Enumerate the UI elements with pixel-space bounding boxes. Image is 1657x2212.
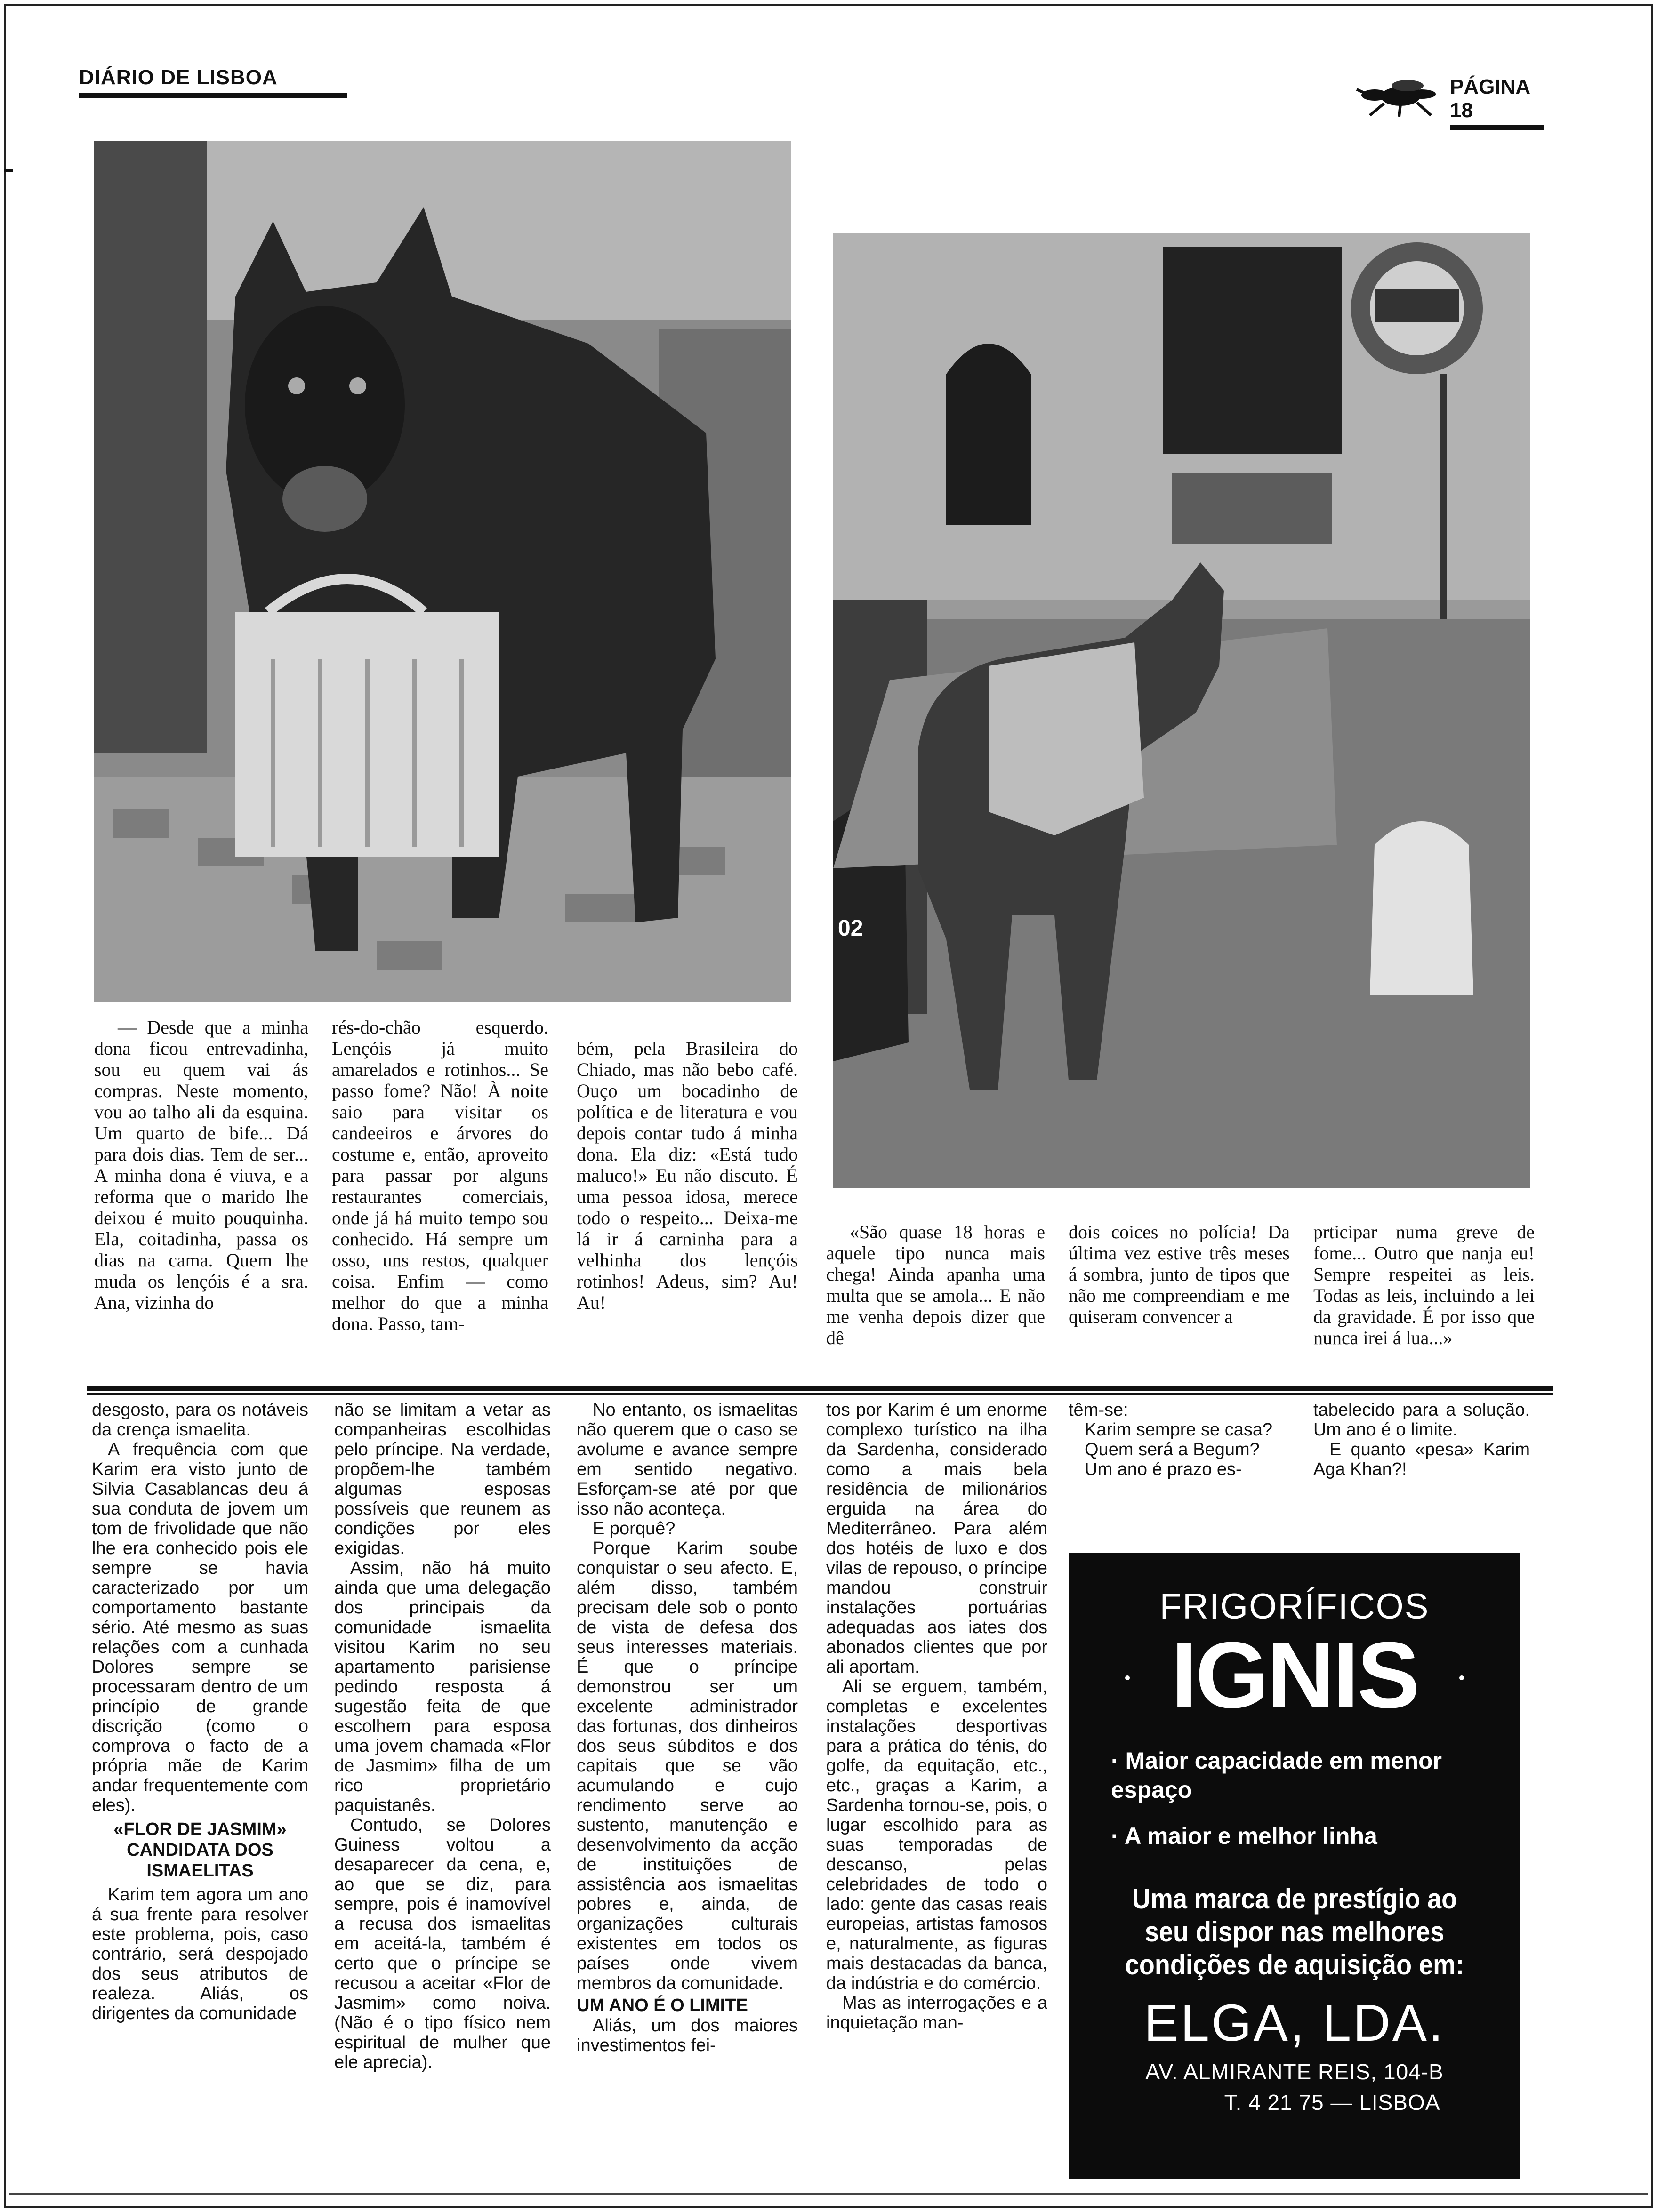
subheading-um-ano: UM ANO É O LIMITE xyxy=(577,1996,748,2015)
section-divider-thin xyxy=(87,1393,1553,1395)
ad-dot xyxy=(1459,1675,1464,1680)
article-para: Ali se erguem, também, completas e excelentes instalações desportivas para a prática do ténis, do golfe, da equitação, etc., etc., graças a Karim, a Sardenha tornou-se, pois, o lugar escolhido para as suas temporadas de descanso, pelas celebridades de todo o lado: gente das casas reais europeias, artistas famosos e, naturalmente, as figuras mais destacadas da banca, da indústria e do comércio. xyxy=(826,1677,1047,1993)
ad-company-name: ELGA, LDA. xyxy=(1144,1994,1445,2052)
upper-column-6 xyxy=(1313,1221,1535,1348)
article-para: E quanto «pesa» Karim Aga Khan?! xyxy=(1313,1440,1530,1479)
lower-column-6 xyxy=(1313,1400,1530,1479)
article-para: Um ano é prazo es- xyxy=(1085,1459,1242,1479)
donkey-text-1: «São quase 18 horas e aquele tipo nunca mais chega! Ainda apanha uma multa que se amola... E não me venha depois dizer que dê xyxy=(826,1221,1045,1348)
subheading-flor-de-jasmim: «FLOR DE JASMIM» CANDIDATA DOS ISMAELITAS xyxy=(113,1819,287,1881)
ad-bullet-2: · A maior e melhor linha xyxy=(1111,1823,1377,1849)
article-para: não se limitam a vetar as companheiras escolhidas pelo príncipe. Na verdade, propõem-lhe também algumas esposas possíveis que reunem as condições por eles exigidas. xyxy=(334,1400,551,1558)
lower-column-2 xyxy=(334,1400,551,2072)
photo-dog-with-basket xyxy=(94,141,791,1002)
article-para: A frequência com que Karim era visto junto de Silvia Casablancas deu á sua conduta de jovem um tom de frivolidade que não lhe era conhecido pois ele sempre se havia caracterizado por um comportamento bastante sério. Até mesmo as suas relações com a cunhada Dolores sempre se processaram dentro de um princípio de grande discrição (como o comprova o facto de a própria mãe de Karim andar frequentemente com eles). xyxy=(92,1440,308,1815)
article-para: tos por Karim é um enorme complexo turístico na ilha da Sardenha, considerado como a mais bela residência de milionários erguida na área do Mediterrâneo. Para além dos hotéis de luxo e dos vilas de repouso, o príncipe mandou construir instalações portuárias adequadas aos iates dos abonados clientes que por ali aportam. xyxy=(826,1400,1047,1677)
car-plate-text: 02 xyxy=(838,916,863,941)
article-para: Mas as interrogações e a inquietação man- xyxy=(826,1993,1047,2033)
article-para: tabelecido para a solução. Um ano é o limite. xyxy=(1313,1400,1530,1440)
article-para: No entanto, os ismaelitas não querem que o caso se avolume e avance sempre em sentido negativo. Esforçam-se até por que isso não aconteça. xyxy=(577,1400,798,1519)
margin-mark xyxy=(4,169,13,172)
photo-donkey-in-street xyxy=(833,233,1530,1188)
page-header-right xyxy=(1356,71,1544,122)
article-para: Karim tem agora um ano á sua frente para resolver este problema, pois, caso contrário, será despojado dos seus atributos de realeza. Aliás, os dirigentes da comunidade xyxy=(92,1885,308,2023)
lower-column-4 xyxy=(826,1400,1047,2033)
dog-text-3: bém, pela Brasileira do Chiado, mas não bebo café. Ouço um bocadinho de política e de literatura e vou depois contar tudo á minha dona. Ela diz: «Está tudo maluco!» Eu não discuto. É uma pessoa idosa, merece todo o respeito... Deixa-me lá ir á carninha para a velhinha dos lençóis rotinhos! Adeus, sim? Au! Au! xyxy=(577,1038,798,1313)
article-para: Aliás, um dos maiores investimentos fei- xyxy=(577,2016,798,2055)
lower-column-1 xyxy=(92,1400,308,2023)
ad-brand-logo: IGNIS xyxy=(1171,1623,1418,1728)
upper-column-1 xyxy=(94,1017,308,1313)
page-bottom-rule xyxy=(9,2193,1648,2195)
article-para: têm-se: xyxy=(1069,1400,1128,1420)
article-para: Contudo, se Dolores Guiness voltou a desaparecer da cena, e, ao que se diz, para sempre, pois é inamovível a recusa dos ismaelitas em aceitá-la, também é certo que o príncipe se recusou a aceitar «Flor de Jasmim» como noiva. (Não é o tipo físico nem espiritual de mulher que ele aprecia). xyxy=(334,1815,551,2072)
ignis-advertisement xyxy=(1069,1553,1520,2179)
dog-text-1: — Desde que a minha dona ficou entrevadinha, sou eu quem vai ás compras. Neste momento, vou ao talho ali da esquina. Um quarto de bife... Dá para dois dias. Tem de ser... A minha dona é viuva, e a reforma que o marido lhe deixou é muito pouquinha. Ela, coitadinha, passa os dias na cama. Quem lhe muda os lençóis é a sra. Ana, vizinha do xyxy=(94,1017,308,1313)
donkey-text-3: prticipar numa greve de fome... Outro que nanja eu! Sempre respeitei as leis. Todas as leis, incluindo a lei da gravidade. É por isso que nunca irei á lua...» xyxy=(1313,1221,1535,1348)
lower-column-5 xyxy=(1069,1400,1285,1479)
ad-headline: FRIGORÍFICOS xyxy=(1159,1587,1430,1627)
article-para: Assim, não há muito ainda que uma delegação dos principais da comunidade ismaelita visitou Karim no seu apartamento parisiense pedindo resposta á sugestão feita de que escolhem para esposa uma jovem chamada «Flor de Jasmim» filha de um rico proprietário paquistanês. xyxy=(334,1558,551,1815)
ad-address: AV. ALMIRANTE REIS, 104-B xyxy=(1145,2060,1444,2084)
ad-slogan: Uma marca de prestígio ao seu dispor nas melhores condições de aquisição em: xyxy=(1125,1883,1464,1980)
ad-bullet-1: · Maior capacidade em menor espaço xyxy=(1111,1747,1442,1803)
newspaper-name: DIÁRIO DE LISBOA xyxy=(79,66,347,98)
donkey-text-2: dois coices no polícia! Da última vez estive três meses á sombra, junto de tipos que não me compreendiam e me quiseram convencer a xyxy=(1069,1221,1290,1327)
section-divider xyxy=(87,1386,1553,1391)
upper-column-2 xyxy=(332,1017,548,1334)
upper-column-3 xyxy=(577,1038,798,1313)
article-para: E porquê? xyxy=(593,1519,676,1539)
page-number: PÁGINA 18 xyxy=(1450,75,1544,130)
ad-dot xyxy=(1125,1675,1130,1680)
article-para: Karim sempre se casa? xyxy=(1085,1420,1273,1440)
fly-icon xyxy=(1356,75,1445,118)
upper-column-4 xyxy=(826,1221,1045,1348)
upper-column-5 xyxy=(1069,1221,1290,1327)
ad-phone: T. 4 21 75 — LISBOA xyxy=(1224,2090,1440,2115)
dog-text-2: rés-do-chão esquerdo. Lençóis já muito amarelados e rotinhos... Se passo fome? Não! À noite saio para visitar os candeeiros e árvores do costume e, então, aproveito para passar por alguns restaurantes comerciais, onde já há muito tempo sou conhecido. Há sempre um osso, uns restos, qualquer coisa. Enfim — como melhor do que a minha dona. Passo, tam- xyxy=(332,1017,548,1334)
lower-column-3 xyxy=(577,1400,798,2055)
article-para: Porque Karim soube conquistar o seu afecto. E, além disso, também precisam dele sob o ponto de vista de defesa dos seus interesses materiais. É que o príncipe demonstrou ser um excelente administrador das fortunas, dos dinheiros dos seus súbditos e dos capitais que se vão acumulando e cujo rendimento serve ao sustento, manutenção e desenvolvimento da acção de instituições de assistência aos ismaelitas pobres e, ainda, de organizações culturais existentes em todos os países onde vivem membros da comunidade. xyxy=(577,1539,798,1993)
article-para: Quem será a Begum? xyxy=(1085,1440,1260,1459)
article-para: desgosto, para os notáveis da crença ismaelita. xyxy=(92,1400,308,1440)
